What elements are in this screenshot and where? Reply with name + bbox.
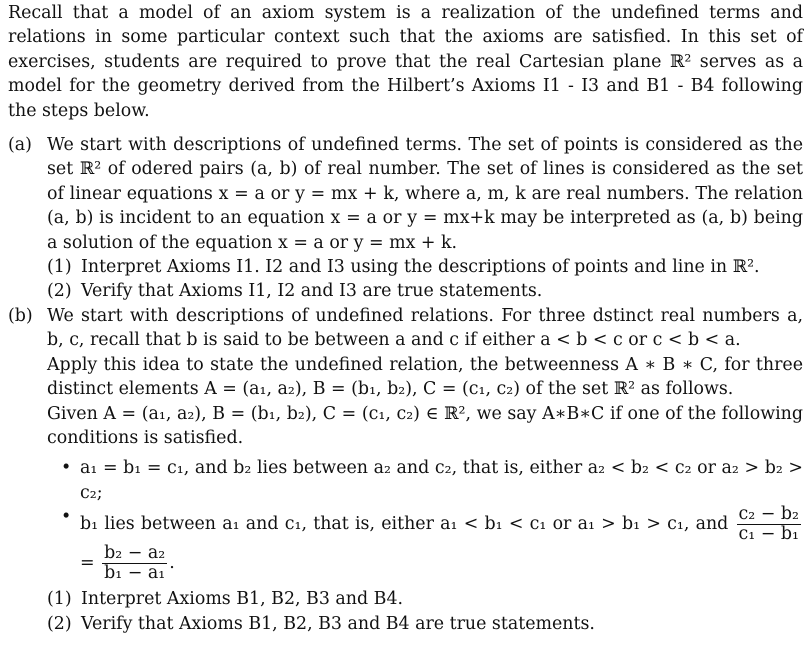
task-number: (1) — [47, 589, 72, 610]
task-number: (2) — [47, 281, 72, 302]
sentence-period: . — [169, 553, 175, 574]
task-text: Verify that Axioms I1, I2 and I3 are true statements. — [81, 281, 543, 302]
part-b — [8, 304, 803, 636]
condition-list — [47, 456, 803, 583]
part-a-task-2 — [47, 279, 803, 303]
exercise-list — [8, 133, 803, 636]
task-text: Interpret Axioms I1. I2 and I3 using the descriptions of points and line in ℝ². — [81, 257, 760, 278]
part-b-text-2: Apply this idea to state the undefined relation, the betweenness A ∗ B ∗ C, for three distinct elements A = (a₁, a₂), B = (b₁, b₂), C = (c₁, c₂) of the set ℝ² as follows. — [47, 354, 803, 400]
part-b-task-1 — [47, 587, 803, 611]
condition-2 — [47, 505, 803, 583]
intro-paragraph: Recall that a model of an axiom system is a realization of the undefined terms and relations in some particular context such that the axioms are satisfied. In this set of exercises, students are required to prove that the real Cartesian plane ℝ² serves as a model for the geometry derived from the Hilbert’s Axioms I1 - I3 and B1 - B4 following the steps below. — [8, 3, 803, 121]
fraction-numerator: c₂ − b₂ — [738, 504, 799, 525]
task-number: (1) — [47, 257, 72, 278]
fraction-denominator: c₁ − b₁ — [738, 524, 799, 545]
slope-fraction-1 — [737, 505, 801, 544]
bullet-icon: • — [61, 458, 72, 479]
task-text: Interpret Axioms B1, B2, B3 and B4. — [81, 589, 404, 610]
part-a — [8, 133, 803, 304]
fraction-numerator: b₂ − a₂ — [104, 543, 166, 564]
part-a-text: We start with descriptions of undefined terms. The set of points is considered as the set ℝ² of odered pairs (a, b) of real number. The set of lines is considered as the set of linear equations x = a or y = mx + k, where a, m, k are real numbers. The relation (a, b) is incident to an equation x = a or y = mx+k may be interpreted as (a, b) being a solution of the equation x = a or y = mx + k. — [47, 135, 803, 253]
slope-fraction-2 — [102, 544, 167, 583]
condition-1 — [47, 456, 803, 505]
equals-sign: = — [80, 553, 95, 574]
fraction-denominator: b₁ − a₁ — [104, 563, 166, 584]
part-b-text-1: We start with descriptions of undefined relations. For three dstinct real numbers a, b, c, recall that b is said to be between a and c if either a < b < c or c < b < a. — [47, 305, 803, 351]
part-b-task-2 — [47, 612, 803, 636]
part-a-marker: (a) — [8, 135, 32, 156]
part-a-task-1 — [47, 255, 803, 279]
task-text: Verify that Axioms B1, B2, B3 and B4 are true statements. — [81, 613, 595, 634]
part-b-marker: (b) — [8, 305, 33, 326]
condition-1-text: a₁ = b₁ = c₁, and b₂ lies between a₂ and c₂, that is, either a₂ < b₂ < c₂ or a₂ > b₂ > c₂; — [80, 458, 803, 503]
part-b-text-3: Given A = (a₁, a₂), B = (b₁, b₂), C = (c₁, c₂) ∈ ℝ², we say A∗B∗C if one of the following conditions is satisfied. — [47, 403, 803, 448]
condition-2-text: b₁ lies between a₁ and c₁, that is, either a₁ < b₁ < c₁ or a₁ > b₁ > c₁, and — [80, 514, 729, 535]
task-number: (2) — [47, 613, 72, 634]
bullet-icon: • — [61, 507, 72, 528]
